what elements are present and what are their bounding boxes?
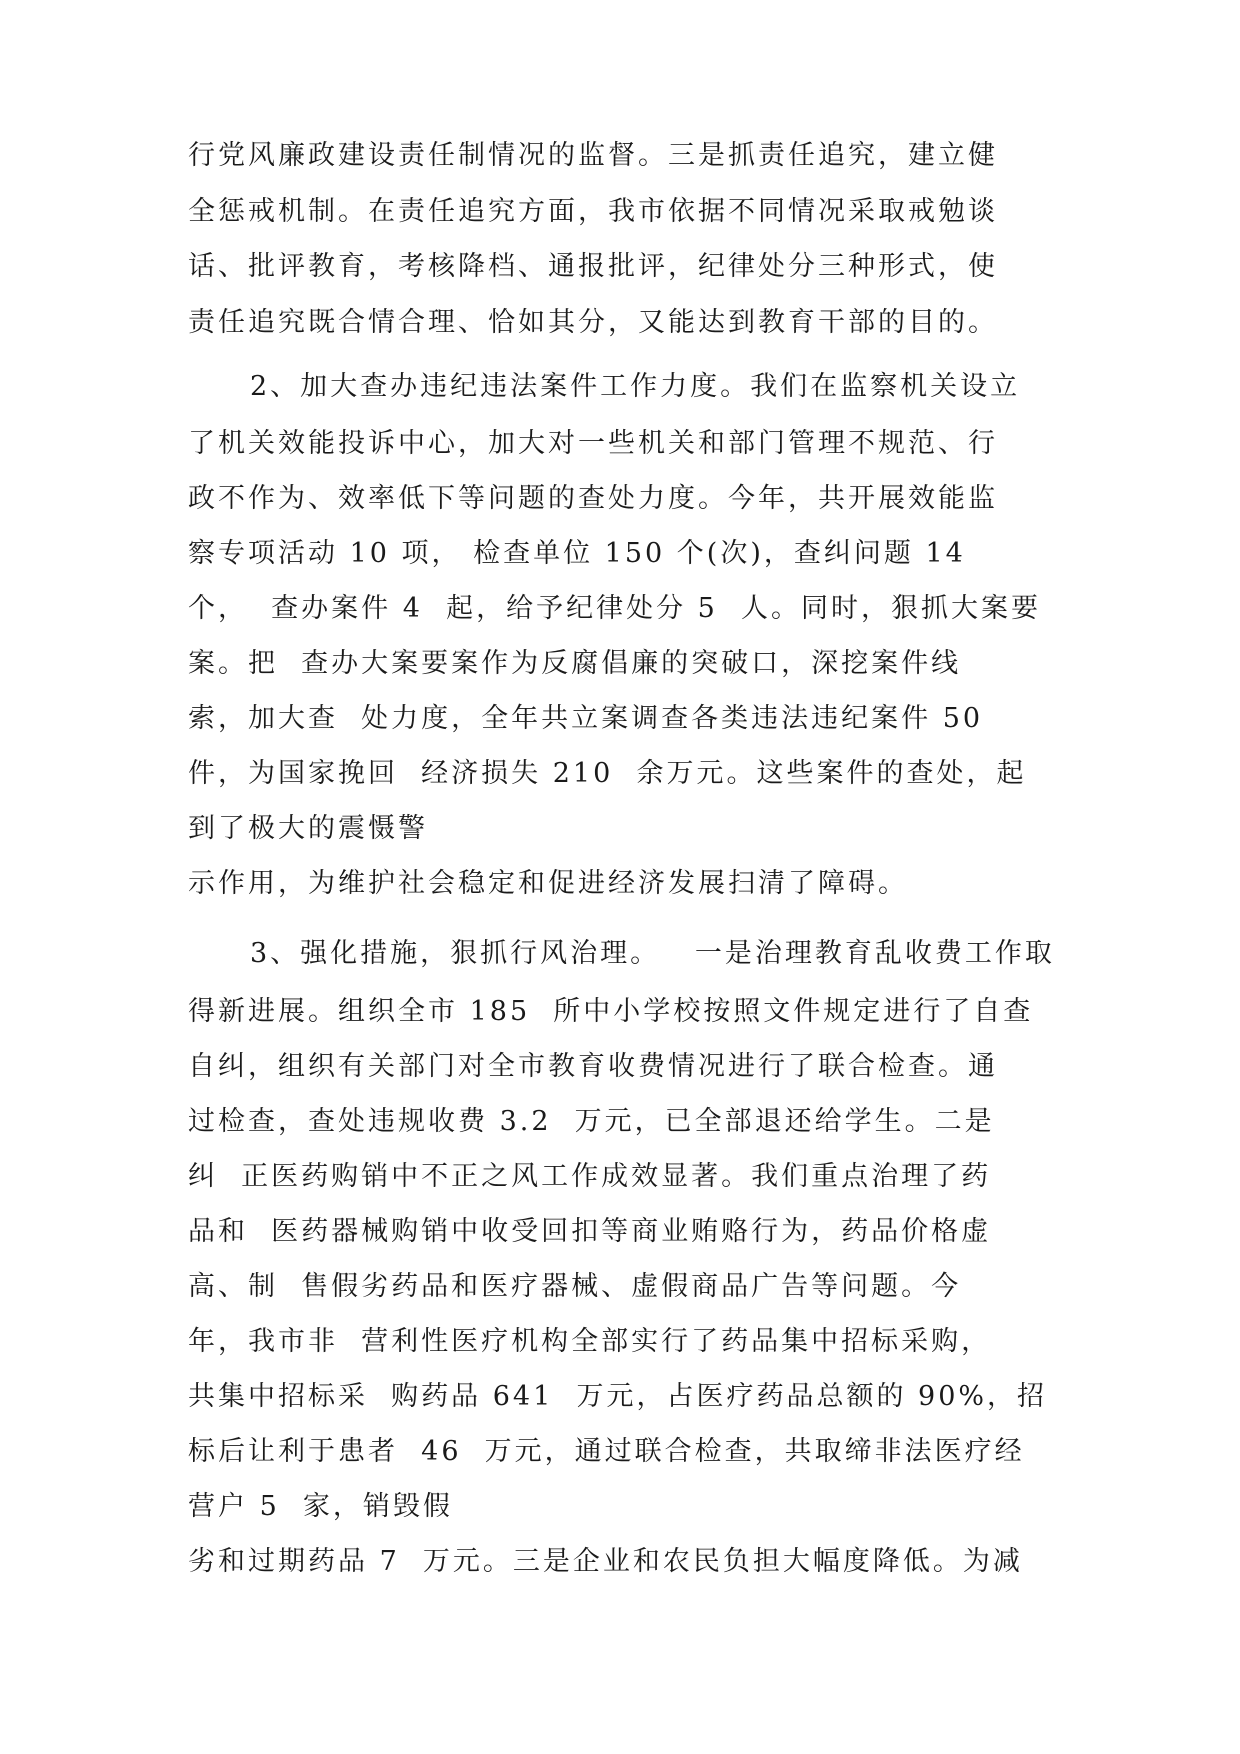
paragraph-line: 到了极大的震慑警 [188, 813, 428, 844]
paragraph-line: 劣和过期药品 7 万元。三是企业和农民负担大幅度降低。为减 [188, 1546, 1023, 1577]
paragraph-line: 索，加大查 处力度，全年共立案调查各类违法违纪案件 50 [188, 703, 984, 734]
paragraph-line: 年，我市非 营利性医疗机构全部实行了药品集中招标采购， [188, 1326, 992, 1357]
paragraph-line: 案。把 查办大案要案作为反腐倡廉的突破口，深挖案件线 [188, 648, 962, 679]
paragraph-line: 个， 查办案件 4 起，给予纪律处分 5 人。同时，狠抓大案要 [188, 593, 1042, 624]
paragraph-line: 件，为国家挽回 经济损失 210 余万元。这些案件的查处，起 [188, 758, 1027, 789]
paragraph-line: 3、强化措施，狠抓行风治理。 一是治理教育乱收费工作取 [250, 938, 1055, 969]
paragraph-line: 示作用，为维护社会稳定和促进经济发展扫清了障碍。 [188, 868, 908, 899]
paragraph-line: 得新进展。组织全市 185 所中小学校按照文件规定进行了自查 [188, 996, 1034, 1027]
paragraph-line: 了机关效能投诉中心，加大对一些机关和部门管理不规范、行 [188, 428, 998, 459]
paragraph-line: 标后让利于患者 46 万元，通过联合检查，共取缔非法医疗经 [188, 1436, 1025, 1467]
paragraph-line: 行党风廉政建设责任制情况的监督。三是抓责任追究，建立健 [188, 140, 998, 171]
paragraph-line: 话、批评教育，考核降档、通报批评，纪律处分三种形式，使 [188, 251, 998, 282]
paragraph-line: 品和 医药器械购销中收受回扣等商业贿赂行为，药品价格虚 [188, 1216, 992, 1247]
paragraph-line: 全惩戒机制。在责任追究方面，我市依据不同情况采取戒勉谈 [188, 196, 998, 227]
paragraph-line: 纠 正医药购销中不正之风工作成效显著。我们重点治理了药 [188, 1161, 992, 1192]
paragraph-line: 自纠，组织有关部门对全市教育收费情况进行了联合检查。通 [188, 1051, 998, 1082]
paragraph-line: 2、加大查办违纪违法案件工作力度。我们在监察机关设立 [250, 371, 1021, 402]
paragraph-line: 察专项活动 10 项， 检查单位 150 个(次)，查纠问题 14 [188, 538, 966, 569]
paragraph-line: 责任追究既合情合理、恰如其分，又能达到教育干部的目的。 [188, 307, 998, 338]
paragraph-line: 政不作为、效率低下等问题的查处力度。今年，共开展效能监 [188, 483, 998, 514]
paragraph-line: 营户 5 家，销毁假 [188, 1491, 453, 1522]
paragraph-line: 共集中招标采 购药品 641 万元，占医疗药品总额的 90%，招 [188, 1381, 1048, 1412]
paragraph-line: 高、制 售假劣药品和医疗器械、虚假商品广告等问题。今 [188, 1271, 962, 1302]
paragraph-line: 过检查，查处违规收费 3.2 万元，已全部退还给学生。二是 [188, 1106, 995, 1137]
